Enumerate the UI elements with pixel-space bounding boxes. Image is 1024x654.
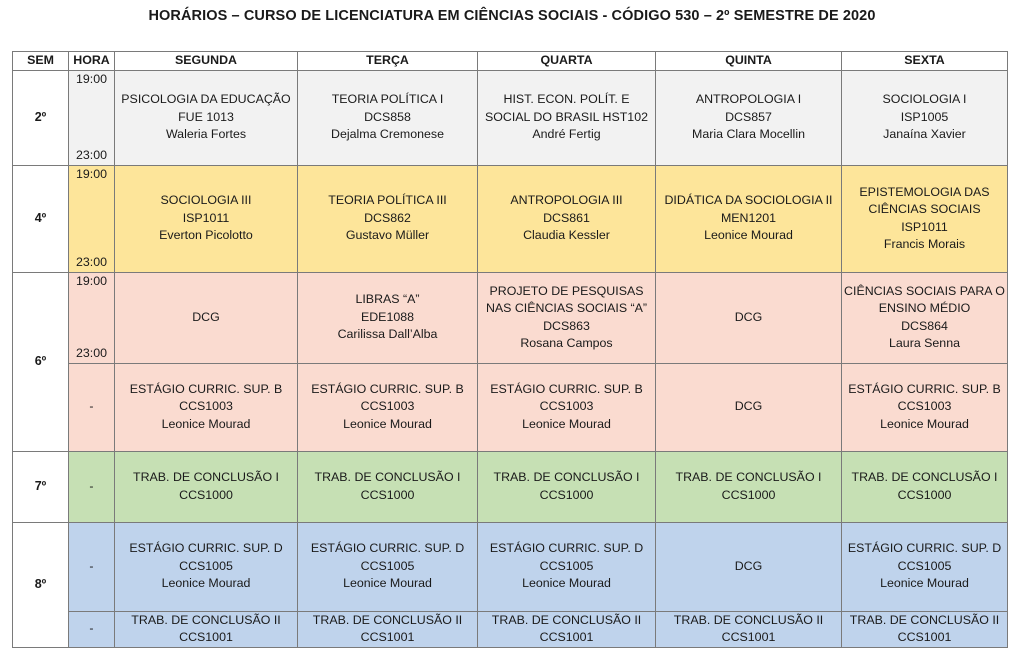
course-line: Francis Morais	[883, 237, 966, 251]
course-line: Gustavo Müller	[345, 228, 430, 243]
course-line: ESTÁGIO CURRIC. SUP. D	[310, 541, 465, 556]
course-line: Leonice Mourad	[343, 576, 432, 591]
course-line: CCS1001	[179, 630, 233, 644]
row-sem-6-internship	[13, 363, 1008, 451]
course-line: CCS1003	[360, 399, 415, 414]
hora-cell	[69, 165, 115, 272]
course-line: CCS1000	[721, 487, 776, 502]
course-line: ENSINO MÉDIO	[878, 301, 971, 315]
course-line: DCS863	[543, 318, 590, 333]
course-line: TEORIA POLÍTICA III	[328, 193, 447, 208]
course-line: ESTÁGIO CURRIC. SUP. D	[129, 541, 283, 556]
course-line: LIBRAS “A”	[355, 292, 420, 307]
course-line: SOCIAL DO BRASIL HST102	[485, 109, 648, 124]
sem-label: 4º	[13, 165, 69, 272]
course-line: CCS1005	[897, 558, 952, 573]
course-line: ANTROPOLOGIA I	[695, 92, 802, 107]
course-line: CCS1001	[721, 630, 776, 644]
course-line: ISP1005	[900, 109, 949, 124]
course-line: CCS1005	[360, 558, 415, 573]
hora-start: 19:00	[75, 273, 107, 288]
header-sexta: SEXTA	[842, 52, 1008, 71]
course-cell	[478, 363, 656, 451]
course-cell	[115, 363, 298, 451]
course-cell	[656, 165, 842, 272]
hora-cell	[69, 272, 115, 363]
course-cell	[656, 451, 842, 522]
hora-end: 23:00	[75, 148, 107, 162]
course-cell	[842, 272, 1008, 363]
row-sem-7	[13, 451, 1008, 522]
course-cell	[478, 451, 656, 522]
course-line: EPISTEMOLOGIA DAS	[859, 184, 990, 199]
hora-start: 19:00	[75, 166, 107, 181]
header-quarta: QUARTA	[478, 52, 656, 71]
course-line: SOCIOLOGIA III	[160, 193, 252, 208]
course-line: PROJETO DE PESQUISAS	[489, 283, 644, 298]
course-cell	[842, 522, 1008, 611]
sem-label: 2º	[13, 70, 69, 165]
hora-cell	[69, 70, 115, 165]
course-line: DCS864	[901, 318, 948, 333]
schedule-table	[12, 51, 1008, 648]
row-sem-6-evening	[13, 272, 1008, 363]
course-line: TRAB. DE CONCLUSÃO I	[133, 470, 279, 484]
course-line: TRAB. DE CONCLUSÃO I	[314, 470, 461, 484]
course-cell	[298, 611, 478, 647]
course-line: CCS1003	[179, 399, 233, 414]
header-segunda: SEGUNDA	[115, 52, 298, 71]
course-cell	[842, 165, 1008, 272]
course-line: DCS862	[364, 210, 411, 225]
course-line: TRAB. DE CONCLUSÃO I	[675, 470, 822, 484]
row-sem-8-conclusion	[13, 611, 1008, 647]
course-line: Leonice Mourad	[161, 576, 251, 591]
course-line: CCS1005	[539, 558, 594, 573]
hora-dash: -	[69, 451, 115, 522]
course-cell	[298, 363, 478, 451]
page-title: HORÁRIOS – CURSO DE LICENCIATURA EM CIÊNCIAS SOCIAIS - CÓDIGO 530 – 2º SEMESTRE DE 2020	[148, 8, 876, 24]
course-cell	[842, 363, 1008, 451]
course-line: Waleria Fortes	[165, 127, 247, 142]
course-line: Leonice Mourad	[161, 416, 251, 431]
course-line: DCG	[734, 309, 763, 324]
course-line: TRAB. DE CONCLUSÃO II	[673, 612, 824, 627]
course-cell	[298, 522, 478, 611]
course-line: CIÊNCIAS SOCIAIS	[868, 202, 981, 216]
course-cell	[298, 272, 478, 363]
course-line: ESTÁGIO CURRIC. SUP. D	[847, 541, 1002, 556]
course-line: TRAB. DE CONCLUSÃO II	[849, 612, 1000, 627]
course-line: DCS861	[543, 210, 590, 225]
row-sem-4	[13, 165, 1008, 272]
row-sem-2	[13, 70, 1008, 165]
hora-start: 19:00	[75, 71, 107, 86]
course-cell	[115, 611, 298, 647]
course-line: NAS CIÊNCIAS SOCIAIS “A”	[485, 301, 648, 315]
course-cell	[842, 70, 1008, 165]
hora-dash: -	[69, 363, 115, 451]
course-line: CIÊNCIAS SOCIAIS PARA O	[844, 283, 1005, 298]
course-line: Leonice Mourad	[880, 416, 969, 431]
course-line: CCS1003	[897, 399, 952, 414]
course-cell	[478, 165, 656, 272]
header-terca: TERÇA	[298, 52, 478, 71]
course-line: HIST. ECON. POLÍT. E	[503, 92, 630, 107]
course-cell	[115, 451, 298, 522]
course-line: DIDÁTICA DA SOCIOLOGIA II	[664, 193, 833, 208]
course-line: ISP1011	[901, 219, 948, 234]
course-line: TRAB. DE CONCLUSÃO II	[491, 612, 642, 627]
course-line: Rosana Campos	[520, 336, 613, 350]
course-line: PSICOLOGIA DA EDUCAÇÃO	[121, 92, 291, 107]
course-line: TRAB. DE CONCLUSÃO II	[312, 612, 463, 627]
course-line: Janaína Xavier	[883, 127, 966, 142]
course-line: DCG	[192, 309, 220, 324]
course-line: MEN1201	[720, 210, 777, 225]
course-line: Leonice Mourad	[343, 416, 432, 431]
course-line: FUE 1013	[178, 109, 234, 124]
course-line: Laura Senna	[889, 336, 960, 350]
hora-dash: -	[69, 522, 115, 611]
course-cell	[656, 363, 842, 451]
sem-label: 6º	[13, 272, 69, 451]
hora-end: 23:00	[75, 255, 107, 269]
header-row	[13, 52, 1008, 71]
sem-label: 7º	[13, 451, 69, 522]
course-line: TRAB. DE CONCLUSÃO I	[493, 470, 640, 484]
course-line: ESTÁGIO CURRIC. SUP. B	[129, 381, 283, 396]
course-cell	[656, 611, 842, 647]
header-hora: HORA	[69, 52, 115, 71]
course-cell	[115, 165, 298, 272]
course-line: CCS1003	[539, 399, 594, 414]
course-line: CCS1000	[539, 487, 594, 502]
course-cell	[115, 272, 298, 363]
course-cell	[478, 522, 656, 611]
course-line: André Fertig	[532, 127, 601, 142]
course-line: Carilissa Dall’Alba	[337, 327, 438, 342]
course-cell	[478, 611, 656, 647]
course-line: ESTÁGIO CURRIC. SUP. D	[489, 541, 644, 556]
course-cell	[656, 70, 842, 165]
row-sem-8-internship	[13, 522, 1008, 611]
course-line: CCS1000	[897, 487, 952, 502]
course-line: TRAB. DE CONCLUSÃO II	[131, 612, 281, 627]
course-line: SOCIOLOGIA I	[882, 92, 967, 107]
course-line: ESTÁGIO CURRIC. SUP. B	[311, 381, 464, 396]
course-line: CCS1005	[179, 558, 233, 573]
course-cell	[478, 70, 656, 165]
course-line: DCG	[734, 558, 763, 573]
course-line: ESTÁGIO CURRIC. SUP. B	[848, 381, 1001, 396]
course-line: Maria Clara Mocellin	[692, 127, 805, 142]
course-cell	[115, 70, 298, 165]
course-line: TRAB. DE CONCLUSÃO I	[851, 470, 998, 484]
course-line: DCS858	[364, 109, 411, 124]
header-quinta: QUINTA	[656, 52, 842, 71]
course-line: DCG	[734, 399, 763, 414]
course-line: Everton Picolotto	[159, 228, 253, 243]
hora-dash: -	[69, 611, 115, 647]
course-line: CCS1001	[897, 630, 952, 644]
course-line: CCS1000	[179, 487, 233, 502]
course-line: ESTÁGIO CURRIC. SUP. B	[490, 381, 643, 396]
course-line: Leonice Mourad	[522, 576, 611, 591]
course-cell	[298, 70, 478, 165]
course-cell	[298, 165, 478, 272]
course-line: Leonice Mourad	[880, 576, 969, 591]
course-line: CCS1001	[539, 630, 594, 644]
course-line: ISP1011	[182, 210, 230, 225]
course-cell	[842, 451, 1008, 522]
course-line: Leonice Mourad	[704, 228, 793, 243]
course-cell	[298, 451, 478, 522]
course-line: Claudia Kessler	[523, 228, 610, 243]
course-line: CCS1000	[360, 487, 415, 502]
course-line: DCS857	[725, 109, 772, 124]
course-cell	[842, 611, 1008, 647]
course-line: EDE1088	[360, 309, 415, 324]
course-line: TEORIA POLÍTICA I	[331, 92, 444, 107]
course-cell	[656, 522, 842, 611]
sem-label: 8º	[13, 522, 69, 647]
course-line: Dejalma Cremonese	[331, 127, 444, 142]
course-line: ANTROPOLOGIA III	[510, 193, 623, 208]
course-cell	[115, 522, 298, 611]
course-line: Leonice Mourad	[522, 416, 611, 431]
course-cell	[656, 272, 842, 363]
course-line: CCS1001	[360, 630, 415, 644]
course-cell	[478, 272, 656, 363]
hora-end: 23:00	[75, 346, 107, 360]
header-sem: SEM	[13, 52, 69, 71]
